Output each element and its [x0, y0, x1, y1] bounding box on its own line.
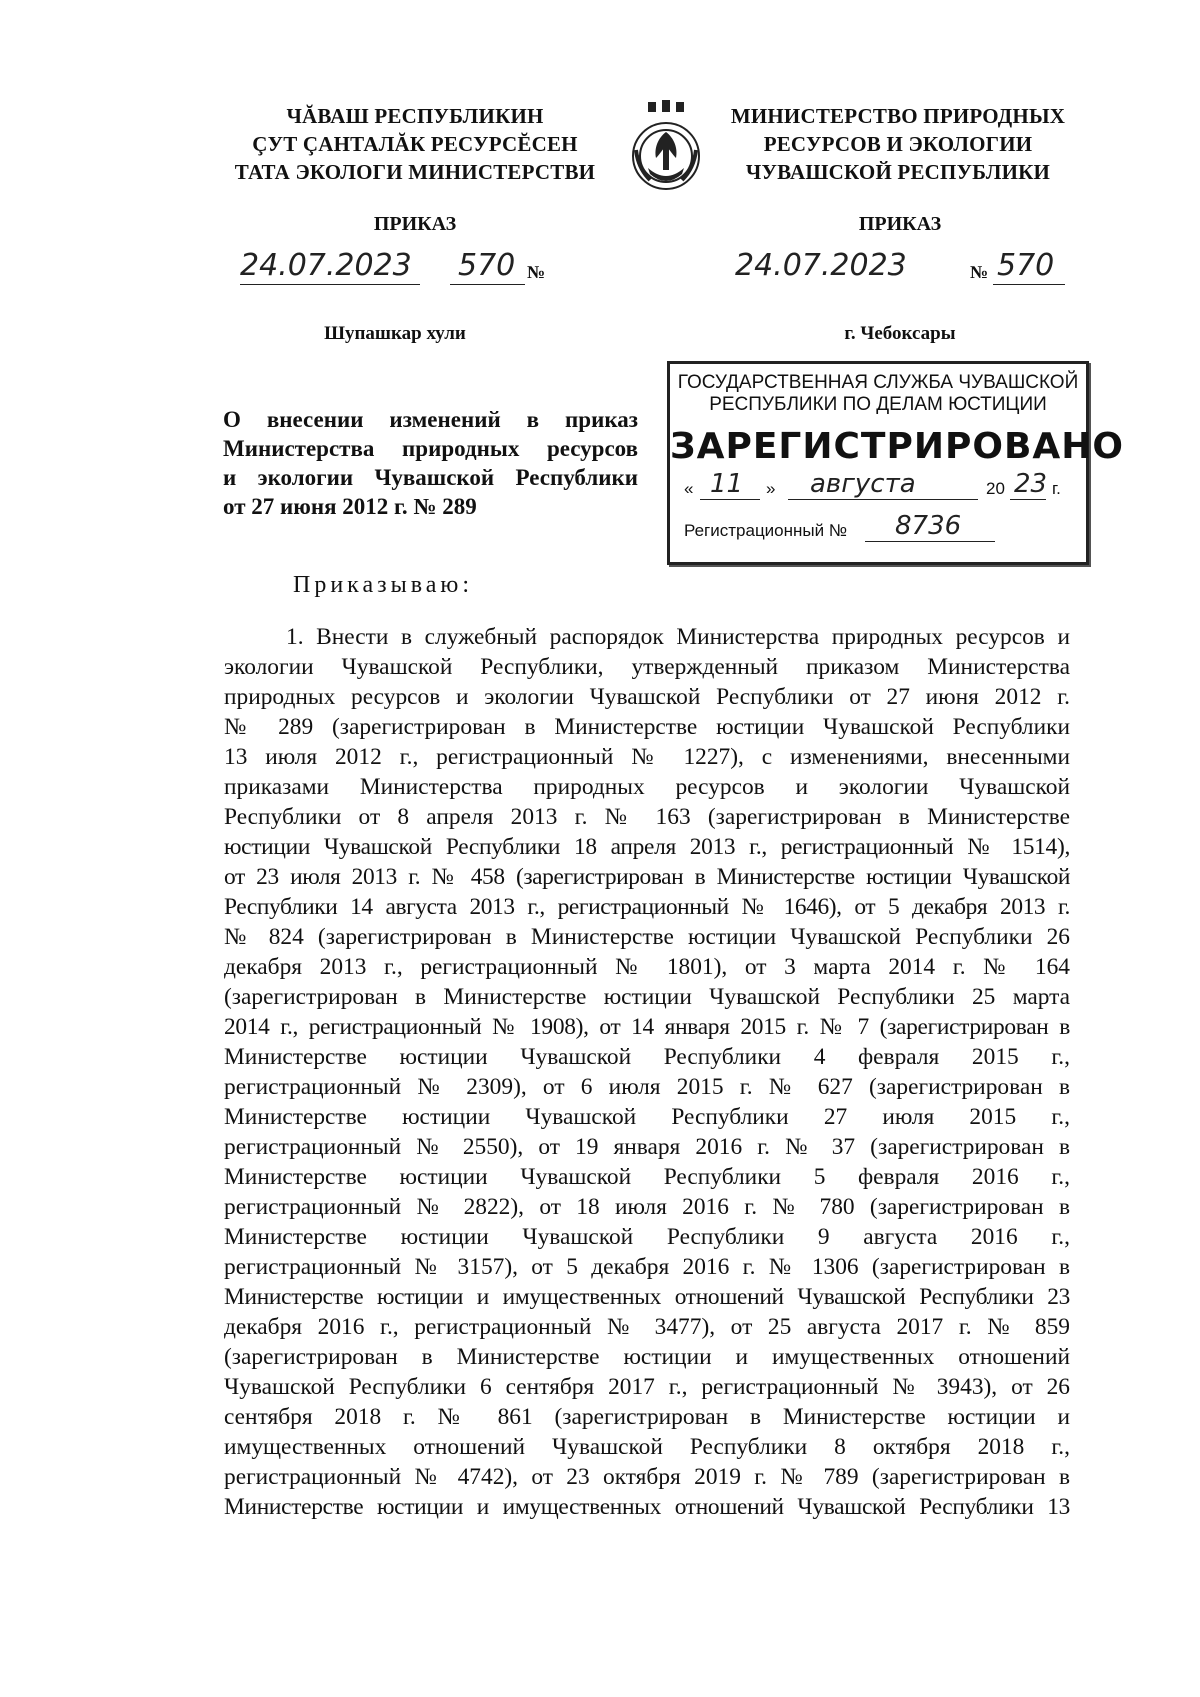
- document-title: [223, 405, 638, 521]
- right-number: 570: [997, 248, 1055, 283]
- left-date: 24.07.2023: [240, 248, 412, 283]
- header-left-line-1: ЧĂВАШ РЕСПУБЛИКИН: [286, 104, 544, 128]
- stamp-reg-underline: [865, 541, 995, 542]
- stamp-day-underline: [700, 499, 760, 500]
- stamp-reg-row: [670, 513, 1086, 547]
- body-line: регистрационный № 4742), от 23 октября 2019 г. № 789 (зарегистрирован в: [224, 1464, 1070, 1490]
- stamp-date-row: [670, 469, 1086, 503]
- header-right-ministry: [708, 102, 1088, 186]
- left-date-underline: [240, 284, 420, 285]
- left-number: 570: [458, 248, 516, 283]
- body-line: Министерстве юстиции Чувашской Республики 27 июля 2015 г.,: [224, 1104, 1070, 1130]
- body-line: от 23 июля 2013 г. № 458 (зарегистрирован в Министерстве юстиции Чувашской: [224, 864, 1070, 890]
- body-line: экологии Чувашской Республики, утвержденный приказом Министерства: [224, 654, 1070, 680]
- right-place: г. Чебоксары: [844, 323, 956, 344]
- right-no-sign: №: [970, 262, 989, 282]
- right-date-number: [735, 248, 1095, 288]
- body-line: регистрационный № 2309), от 6 июля 2015 г. № 627 (зарегистрирован в: [224, 1074, 1070, 1100]
- title-line-2: Министерства природных ресурсов: [223, 436, 638, 461]
- stamp-day: 11: [710, 469, 744, 499]
- header-right-line-1: МИНИСТЕРСТВО ПРИРОДНЫХ: [730, 104, 1066, 128]
- body-text: [224, 622, 1070, 1522]
- body-line: Министерстве юстиции Чувашской Республики 9 августа 2016 г.,: [224, 1224, 1070, 1250]
- stamp-quote-open: «: [684, 479, 694, 498]
- title-line-4: от 27 июня 2012 г. № 289: [223, 494, 477, 519]
- stamp-reg-number: 8736: [895, 511, 962, 541]
- header-left-line-2: ÇУТ ÇАНТАЛĂК РЕСУРСĔСЕН: [252, 132, 578, 156]
- stamp-org-line-1: ГОСУДАРСТВЕННАЯ СЛУЖБА ЧУВАШСКОЙ: [677, 372, 1079, 393]
- body-line: Республики 14 августа 2013 г., регистрационный № 1646), от 5 декабря 2013 г.: [224, 894, 1070, 920]
- directive: Приказываю:: [293, 572, 473, 598]
- left-order-label: ПРИКАЗ: [373, 213, 457, 235]
- registration-stamp: [667, 361, 1124, 565]
- right-order-label: ПРИКАЗ: [858, 213, 942, 235]
- header-right-line-2: РЕСУРСОВ И ЭКОЛОГИИ: [763, 132, 1033, 156]
- body-line: имущественных отношений Чувашской Республики 8 октября 2018 г.,: [224, 1434, 1070, 1460]
- right-number-underline: [993, 284, 1065, 285]
- title-line-1: О внесении изменений в приказ: [223, 407, 638, 432]
- body-line: Министерстве юстиции Чувашской Республики 5 февраля 2016 г.,: [224, 1164, 1070, 1190]
- stamp-month: августа: [810, 469, 916, 499]
- body-line: Министерстве юстиции и имущественных отношений Чувашской Республики 23: [224, 1284, 1070, 1310]
- stamp-year-underline: [1010, 499, 1046, 500]
- left-place: Шупашкар хули: [324, 323, 466, 344]
- body-line: регистрационный № 2550), от 19 января 2016 г. № 37 (зарегистрирован в: [224, 1134, 1070, 1160]
- body-line: (зарегистрирован в Министерстве юстиции Чувашской Республики 25 марта: [224, 984, 1070, 1010]
- stamp-org-line-2: РЕСПУБЛИКИ ПО ДЕЛАМ ЮСТИЦИИ: [709, 394, 1047, 415]
- body-line: декабря 2013 г., регистрационный № 1801), от 3 марта 2014 г. № 164: [224, 954, 1070, 980]
- stamp-month-underline: [788, 499, 978, 500]
- stamp-quote-close: »: [766, 479, 776, 498]
- left-number-underline: [450, 284, 525, 285]
- emblem-icon: [628, 98, 704, 194]
- body-line: регистрационный № 3157), от 5 декабря 2016 г. № 1306 (зарегистрирован в: [224, 1254, 1070, 1280]
- body-line: Министерстве юстиции и имущественных отношений Чувашской Республики 13: [224, 1494, 1070, 1520]
- title-line-3: и экологии Чувашской Республики: [223, 465, 638, 490]
- header-left-line-3: ТАТА ЭКОЛОГИ МИНИСТЕРСТВИ: [234, 160, 596, 184]
- body-line: № 824 (зарегистрирован в Министерстве юстиции Чувашской Республики 26: [224, 924, 1070, 950]
- stamp-status: ЗАРЕГИСТРИРОВАНО: [670, 426, 1124, 467]
- header-right-line-3: ЧУВАШСКОЙ РЕСПУБЛИКИ: [745, 160, 1051, 184]
- body-line: № 289 (зарегистрирован в Министерстве юстиции Чувашской Республики: [224, 714, 1070, 740]
- body-line: регистрационный № 2822), от 18 июля 2016 г. № 780 (зарегистрирован в: [224, 1194, 1070, 1220]
- stamp-year-suffix: 23: [1014, 469, 1048, 499]
- body-line: приказами Министерства природных ресурсов и экологии Чувашской: [224, 774, 1070, 800]
- body-line: 13 июля 2012 г., регистрационный № 1227), с изменениями, внесенными: [224, 744, 1070, 770]
- stamp-reg-label: Регистрационный №: [684, 521, 848, 540]
- stamp-year-prefix: 20: [986, 479, 1005, 498]
- stamp-year-unit: г.: [1052, 479, 1061, 498]
- body-line: юстиции Чувашской Республики 18 апреля 2013 г., регистрационный № 1514),: [224, 834, 1070, 860]
- left-no-sign: №: [527, 262, 546, 282]
- body-line: (зарегистрирован в Министерстве юстиции и имущественных отношений: [224, 1344, 1070, 1370]
- body-line: Республики от 8 апреля 2013 г. № 163 (зарегистрирован в Министерстве: [224, 804, 1070, 830]
- right-date: 24.07.2023: [735, 248, 907, 283]
- body-line: природных ресурсов и экологии Чувашской Республики от 27 июня 2012 г.: [224, 684, 1070, 710]
- body-line: сентября 2018 г. № 861 (зарегистрирован в Министерстве юстиции и: [224, 1404, 1070, 1430]
- body-line: 2014 г., регистрационный № 1908), от 14 января 2015 г. № 7 (зарегистрирован в: [224, 1014, 1070, 1040]
- header-left-ministry: [205, 102, 625, 186]
- left-date-number: [240, 248, 600, 288]
- body-line: Министерстве юстиции Чувашской Республики 4 февраля 2015 г.,: [224, 1044, 1070, 1070]
- body-line: декабря 2016 г., регистрационный № 3477), от 25 августа 2017 г. № 859: [224, 1314, 1070, 1340]
- body-line: 1. Внести в служебный распорядок Министерства природных ресурсов и: [286, 624, 1070, 650]
- body-line: Чувашской Республики 6 сентября 2017 г., регистрационный № 3943), от 26: [224, 1374, 1070, 1400]
